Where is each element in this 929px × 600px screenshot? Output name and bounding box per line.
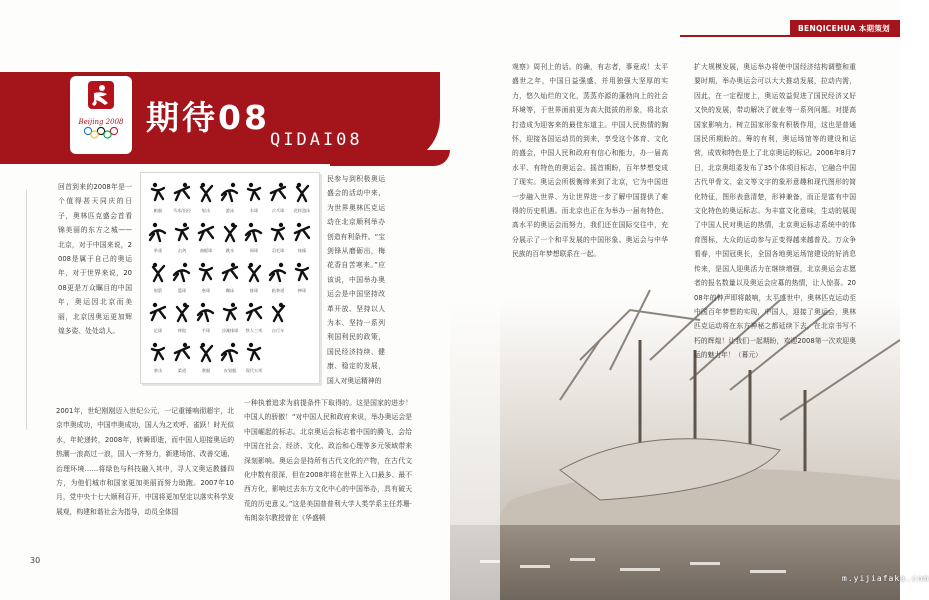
sport-pictogram-icon [199, 223, 213, 240]
sport-pictogram-icon [153, 263, 164, 281]
sport-pictogram-icon [271, 183, 285, 200]
sport-pictogram-label: 自行车 [271, 328, 285, 333]
sport-pictogram-icon [176, 223, 188, 240]
sport-pictogram-label: 拳击 [153, 368, 163, 373]
sport-pictogram-label: 摔跤 [177, 328, 187, 333]
sport-pictogram-icon [201, 183, 212, 201]
article-column-3: 2001年，世纪刚刚迈入世纪公元，一记重锤响彻超宇，北京申奥成功，中国申奥成功，国人为之欢呼、雀跃！时光似水，年轮递转，2008年，转瞬即逝，而中国人迎接奥运的热潮一浪高过一浪，国人一齐努力，新建场馆、改善交通、治理环境……将绿色与科技融入其中，寻人文奥运教播四方，为他们城市和国家更加美丽而努力助跑。2007年10月，党中央十七大顺利召开，中国将更加坚定以落实科学发展观，构建和谐社会为指导，动员全体国 [56, 407, 234, 516]
sport-pictogram-label: 足球 [153, 328, 163, 333]
sport-pictogram-icon [247, 303, 261, 320]
sport-pictogram-label: 跳水 [225, 248, 235, 253]
sport-pictogram-label: 柔道 [177, 368, 187, 373]
sport-pictogram-icon [151, 303, 165, 320]
sport-pictogram-icon [295, 223, 309, 240]
sport-pictogram-icon [249, 263, 260, 281]
page-subtitle: QIDAI08 [270, 130, 363, 150]
sport-pictogram-label: 网球 [249, 248, 259, 253]
beijing-2008-logo-text: Beijing 2008 [78, 118, 124, 126]
sport-pictogram-icon [270, 263, 285, 281]
sport-pictogram-icon [246, 223, 261, 241]
sport-pictogram-icon [201, 343, 212, 361]
sport-pictogram-label: 沙滩排球 [221, 328, 239, 333]
beijing-2008-logo [70, 76, 132, 154]
sport-pictogram-icon [272, 223, 284, 240]
sport-pictogram-icon [224, 303, 236, 320]
sport-pictogram-icon [225, 223, 236, 241]
left-page [0, 0, 450, 600]
sport-pictogram-icon [150, 223, 165, 241]
sport-pictogram-icon [248, 343, 260, 360]
article-column-5: 观察》周刊上的话。的确，有志者，事竟成！太平盛世之年，中国日益强盛，并用独强大坚厚的实力，悠久灿烂的文化，蒸蒸亦源的蓬勃向上的社会环境等，于世界面前更为高大挺拔的形象，将北京打造成为迎客来的最佳东道主。中国人民热情的胸怀，迎接各国运动员的到来，享受这个体育、文化的盛会，中国人民和政府有信心和能力，办一届高水平、有特色的奥运会。摇首期盼，百年梦想变成了现实。奥运会所极衡缔来到了北京，它为中国进一步融入世界、为让世界进一步了解中国提供了难得的历史机遇。而北京也正在为举办一届有特色、高水平的奥运会而努力，我们还在国际交往中，充分展示了一个和平发展的中国形象。奥运会与中华民族的百年梦想联系在一起。 [512, 63, 668, 259]
sport-pictogram-label: 马术/田径 [172, 208, 192, 213]
sport-pictogram-label: 皮划艇 [223, 368, 237, 373]
olympic-rings-icon [81, 127, 121, 139]
right-page [450, 0, 929, 600]
sport-pictogram-label: 举重 [153, 248, 163, 253]
sport-pictogram-label: 体操 [297, 248, 307, 253]
section-header-label: BENQICEHUA 本期策划 [798, 24, 890, 33]
sport-pictogram-icon [200, 263, 212, 280]
dancing-beijing-emblem-icon [85, 79, 117, 117]
sports-pictograms [141, 173, 319, 383]
sport-pictogram-icon [175, 183, 189, 200]
sport-pictogram-label: 射击 [201, 208, 211, 213]
sport-pictogram-icon [222, 343, 237, 361]
watermark: m.yijiafaka.com [842, 574, 929, 583]
sport-pictogram-label: 排球 [249, 288, 259, 293]
article-column-4: 一种执着追求为前提条件下取得的。这是国家的进步！中国人的骄傲！“对中国人民和政府来说，举办奥运会是中国崛起的标志。北京奥运会标志着中国的腾飞，会给中国在社会、经济、文化、政治和心理等多元领域带来深刻影响。奥运会是持所有古代文化的产物，在古代文化中数有很深，但在2008年将在世界上入口最多、最不西方化，影响过去东方文化中心的中国举办，具有破天荒的历史意义。”这是美国普普利大学人类学系主任苏珊·布朗奈尔教授曾在《华盛顿 [244, 399, 412, 523]
sport-pictogram-label: 现代五项 [245, 368, 263, 373]
sport-pictogram-label: 水球 [249, 208, 259, 213]
sport-pictogram-label: 曲棍球 [199, 248, 213, 253]
sport-pictogram-label: 手球 [201, 328, 211, 333]
sport-pictogram-icon [174, 263, 189, 281]
sport-pictogram-label: 击剑 [177, 248, 187, 253]
sport-pictogram-label: 棒球 [297, 288, 307, 293]
sport-pictogram-label: 射箭 [153, 288, 163, 293]
sport-pictogram-label: 帆船 [153, 208, 163, 213]
sport-pictogram-icon [223, 263, 237, 280]
sport-pictogram-icon [296, 263, 308, 280]
sport-pictogram-label: 乒乓球 [271, 208, 285, 213]
page-number: 30 [30, 556, 41, 565]
sport-pictogram-icon [248, 183, 260, 200]
sport-pictogram-icon [177, 303, 188, 321]
sport-pictogram-label: 游泳 [225, 208, 235, 213]
sport-pictogram-label: 铁人三项 [245, 328, 263, 333]
sport-pictogram-icon [297, 183, 308, 201]
sport-pictogram-label: 羽毛球 [271, 248, 285, 253]
sport-pictogram-label: 蹦床 [225, 288, 235, 293]
article-column-6: 扩大规模发展，奥运举办将使中国经济结构调整和重要时期，举办奥运会可以大大推动发展，拉动内需，因此，在一定程度上，奥运效益促进了国民经济又好又快的发展，带动解决了就业等一系列问题。对提高国家影响力、树立国家形象有积极作用，这也是普通国民所期盼的。筹的有利，奥运场馆等的建设和运营，成效和特色是上了北京奥运的标记。2006年8月7日，北京奥组委发布了35个体项目标志，它融合中国古代甲骨文、金文等文字的象形意趣和现代图形的简化特征，图形表意清楚，形神兼备，而正是富有中国文化特色的奥运标志。为丰富文化意味，生动的展现了中国人民对奥运的热情，北京奥运标志系统中的体育图标，大众的运动参与正变得越来越普及。万众争看春，中国冠奥长，全国各地奥运场馆建设的好消息传来，是国人迎奥活力在继续增强，北京奥运会志愿者的报名数量以及奥运会应募的热情，让人惊喜。2008年的钟声即将敲响，太平盛世中，奥林匹克运动至中国百年梦想的实现，中国人，迎接了奥运会，奥林匹克运动将在东方神秘之都延续下去，在北京书写不朽的辉煌！让我们一起期盼，欢迎2008第一次欢迎奥运的魅力年！（幕元） [694, 63, 856, 360]
page-title: 期待08 [146, 98, 270, 137]
article-column-1: 回首到来的2008年是一个值得甚天同庆的日子，奥林匹克盛会首看锦美丽的东方之城——北京，对于中国来说，2008是属于自己的奥运年，对于世界来说，2008更是万众瞩目的中国年，奥运因北京而美丽，北京因奥运更加辉煌多姿、处处动人。 [58, 183, 132, 336]
sport-pictogram-icon [198, 303, 213, 321]
sport-pictogram-label: 花样游泳 [293, 208, 311, 213]
sport-pictogram-icon [152, 343, 164, 360]
sport-pictogram-label: 垒球 [201, 288, 211, 293]
sports-pictogram-panel [140, 172, 320, 384]
sport-pictogram-label: 赛艇 [201, 368, 211, 373]
sport-pictogram-label: 篮球 [177, 288, 187, 293]
article-column-2: 民参与到积极奥运盛会的活动中来，为世界奥林匹克运动在北京顺利举办创造有利条件。“宝剑锋从磨砺出，梅花香自苦寒来。”应该说，中国举办奥运会是中国坚持改革开放、坚持以人为本、坚持一系列利国利民的政策，国民经济持续、健康、稳定的发展，国人对奥运精神的 [327, 175, 385, 385]
sport-pictogram-label: 跆拳道 [271, 288, 285, 293]
sport-pictogram-icon [222, 183, 237, 201]
title-banner-tail [330, 150, 450, 166]
sport-pictogram-icon [152, 183, 164, 200]
sport-pictogram-icon [175, 343, 189, 360]
sport-pictogram-icon [273, 303, 284, 321]
margin-rule [26, 190, 27, 430]
